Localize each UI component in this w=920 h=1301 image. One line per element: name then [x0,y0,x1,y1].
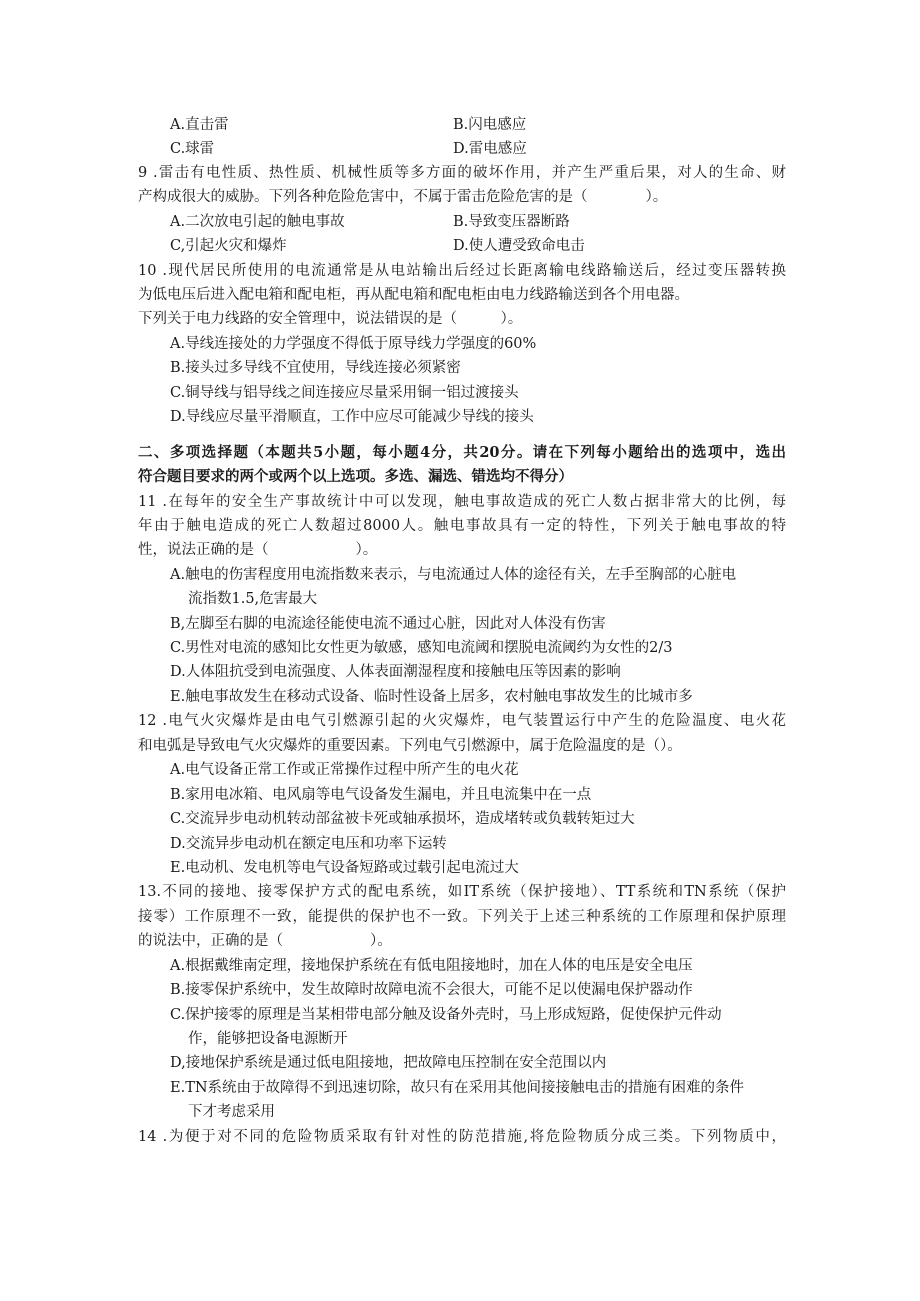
q13-option-d: D,接地保护系统是通过低电阻接地，把故障电压控制在安全范围以内 [170,1055,607,1071]
q9-option-b: B.导致变压器断路 [453,214,570,230]
q9-option-d: D.使人遭受致命电击 [453,238,585,254]
section-heading: 符合题目要求的两个或两个以上选项。多选、漏选、错选均不得分） [138,468,573,485]
q12-option-b: B.家用电冰箱、电风扇等电气设备发生漏电，并且电流集中在一点 [170,787,592,803]
q13-option-e-cont: 下才考虑采用 [188,1104,275,1120]
q11-option-e: E.触电事故发生在移动式设备、临时性设备上居多，农村触电事故发生的比城市多 [170,689,693,705]
q11-stem-line: 性，说法正确的是（ ）。 [138,542,378,558]
q9-stem-line: 产构成很大的威胁。下列各种危险危害中，不属于雷击危险危害的是（ ）。 [138,189,668,205]
q9-option-c: C,引起火灾和爆炸 [170,238,287,254]
q11-option-d: D.人体阻抗受到电流强度、人体表面潮湿程度和接触电压等因素的影响 [170,664,621,680]
q10-stem-line: 为低电压后进入配电箱和配电柜，再从配电箱和配电柜由电力线路输送到各个用电器。 [138,287,689,303]
q11-stem-line: 11 .在每年的安全生产事故统计中可以发现，触电事故造成的死亡人数占据非常大的比例，每 [138,494,786,510]
q13-option-c-cont: 作，能够把设备电源断开 [188,1031,348,1047]
q8-option-b: B.闪电感应 [453,117,527,133]
q8-option-c: C.球雷 [170,141,215,157]
q13-option-b: B.接零保护系统中，发生故障时故障电流不会很大，可能不足以使漏电保护器动作 [170,982,693,998]
q12-stem-line: 12 .电气火灾爆炸是由电气引燃源引起的火灾爆炸，电气装置运行中产生的危险温度、电火花 [138,713,786,729]
q11-option-b: B,左脚至右脚的电流途径能使电流不通过心脏，因此对人体没有伤害 [170,616,606,632]
q10-option-d: D.导线应尽量平滑顺直，工作中应尽可能减少导线的接头 [170,409,534,425]
q10-option-b: B.接头过多导线不宜使用，导线连接必须紧密 [170,360,461,376]
q12-stem-line: 和电弧是导致电气火灾爆炸的重要因素。下列电气引燃源中，属于危险温度的是（）。 [138,738,682,754]
q8-option-a: A.直击雷 [170,117,229,133]
q9-stem-line: 9 .雷击有电性质、热性质、机械性质等多方面的破坏作用，并产生严重后果，对人的生命、财 [138,165,786,181]
q10-option-c: C.铜导线与铝导线之间连接应尽量采用铜一铝过渡接头 [170,385,519,401]
q9-option-a: A.二次放电引起的触电事故 [170,214,345,230]
q11-option-a-cont: 流指数1.5,危害最大 [188,591,318,607]
q14-stem-line: 14 .为便于对不同的危险物质采取有针对性的防范措施,将危险物质分成三类。下列物质中， [138,1129,786,1145]
section-heading: 二、多项选择题（本题共5小题，每小题4分，共20分。请在下列每小题给出的选项中，选出 [138,444,786,461]
q13-option-e: E.TN系统由于故障得不到迅速切除，故只有在采用其他间接接触电击的措施有困难的条件 [170,1080,745,1096]
q12-option-e: E.电动机、发电机等电气设备短路或过载引起电流过大 [170,860,519,876]
q12-option-a: A.电气设备正常工作或正常操作过程中所产生的电火花 [170,762,519,778]
q13-stem-line: 接零）工作原理不一致，能提供的保护也不一致。下列关于上述三种系统的工作原理和保护原理 [138,909,786,925]
q8-option-d: D.雷电感应 [453,141,527,157]
q13-stem-line: 的说法中，正确的是（ ）。 [138,933,392,949]
q11-option-c: C.男性对电流的感知比女性更为敏感，感知电流阈和摆脱电流阈约为女性的2/3 [170,640,673,656]
q13-stem-line: 13.不同的接地、接零保护方式的配电系统，如IT系统（保护接地）、TT系统和TN系统（保护 [138,884,786,900]
q11-option-a: A.触电的伤害程度用电流指数来表示，与电流通过人体的途径有关，左手至胸部的心脏电 [170,567,737,583]
q10-stem-line: 10 .现代居民所使用的电流通常是从电站输出后经过长距离输电线路输送后，经过变压器转换 [138,263,786,279]
q11-stem-line: 年由于触电造成的死亡人数超过8000人。触电事故具有一定的特性，下列关于触电事故的特 [138,518,786,534]
q12-option-c: C.交流异步电动机转动部盆被卡死或轴承损坏，造成堵转或负载转矩过大 [170,811,635,827]
q12-option-d: D.交流异步电动机在额定电压和功率下运转 [170,836,447,852]
q13-option-a: A.根据戴维南定理，接地保护系统在有低电阻接地时，加在人体的电压是安全电压 [170,958,693,974]
q10-stem-line: 下列关于电力线路的安全管理中，说法错误的是（ ）。 [138,311,523,327]
q10-option-a: A.导线连接处的力学强度不得低于原导线力学强度的60% [170,336,537,352]
q13-option-c: C.保护接零的原理是当某相带电部分触及设备外壳时，马上形成短路，促使保护元件动 [170,1007,722,1023]
